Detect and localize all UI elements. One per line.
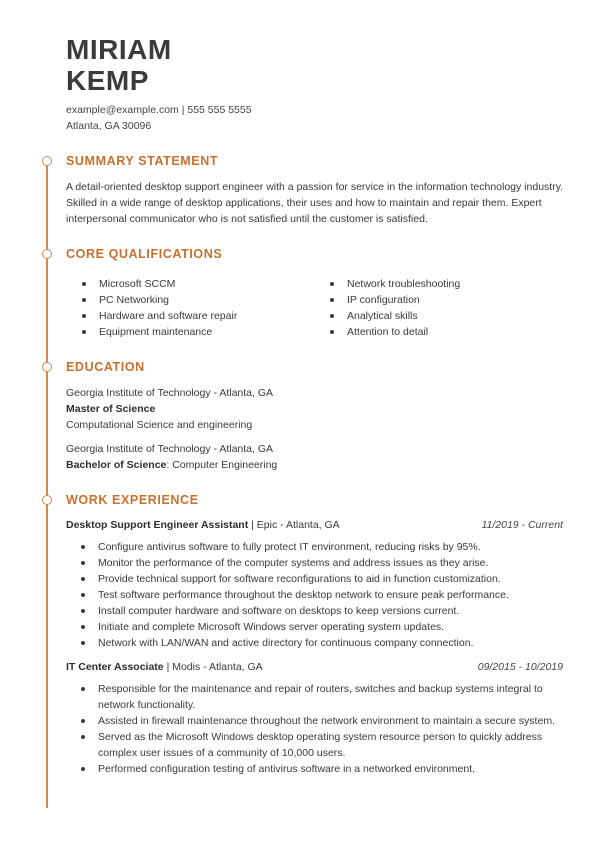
job-bullet: Configure antivirus software to fully protect IT environment, reducing risks by 95%. bbox=[66, 539, 563, 555]
school: Georgia Institute of Technology - Atlanta, GA bbox=[66, 387, 274, 399]
qualifications-left-list bbox=[80, 276, 310, 340]
contact-line: example@example.com | 555 555 5555 bbox=[66, 104, 252, 116]
summary-text: A detail-oriented desktop support engineer with a passion for service in the information technology industry. Skilled in a wide range of desktop applications, their uses and how to maintain and repair them. Expert interpersonal communicator who is not satisfied until the customer is satisfied. bbox=[66, 181, 564, 225]
job-bullet: Test software performance throughout the desktop network to ensure peak performance. bbox=[66, 587, 563, 603]
job-bullets bbox=[66, 539, 563, 651]
education-title: EDUCATION bbox=[66, 360, 145, 374]
job-header bbox=[66, 659, 563, 675]
summary-title: SUMMARY STATEMENT bbox=[66, 154, 219, 168]
degree: Master of Science bbox=[66, 403, 156, 415]
qualification-item: Hardware and software repair bbox=[80, 308, 310, 324]
job-company: | Epic - Atlanta, GA bbox=[248, 519, 340, 531]
job-header bbox=[66, 517, 563, 533]
job-bullet: Responsible for the maintenance and repair of routers, switches and backup systems integral to network functionality. bbox=[66, 681, 563, 713]
timeline-dot-qualifications bbox=[42, 249, 52, 259]
timeline-dot-experience bbox=[42, 495, 52, 505]
qualification-item: Microsoft SCCM bbox=[80, 276, 310, 292]
job-bullet: Provide technical support for software reconfigurations to aid in function customization. bbox=[66, 571, 563, 587]
timeline-dot-summary bbox=[42, 156, 52, 166]
degree: Bachelor of Science bbox=[66, 459, 167, 471]
job-bullet: Served as the Microsoft Windows desktop operating system resource person to quickly address complex user issues of a community of 10,000 users. bbox=[66, 729, 563, 761]
last-name: KEMP bbox=[66, 65, 149, 96]
job-bullet: Performed configuration testing of antivirus software in a networked environment. bbox=[66, 761, 563, 777]
school: Georgia Institute of Technology - Atlanta, GA bbox=[66, 443, 274, 455]
field: : Computer Engineering bbox=[166, 459, 278, 471]
qualifications-right-list bbox=[328, 276, 558, 340]
qualifications-title: CORE QUALIFICATIONS bbox=[66, 247, 223, 261]
qualification-item: PC Networking bbox=[80, 292, 310, 308]
qualification-item: Equipment maintenance bbox=[80, 324, 310, 340]
job-dates: 11/2019 - Current bbox=[481, 519, 563, 531]
job-bullet: Monitor the performance of the computer systems and address issues as they arise. bbox=[66, 555, 563, 571]
job-bullet: Assisted in firewall maintenance throughout the network environment to maintain a secure system. bbox=[66, 713, 563, 729]
job-company: | Modis - Atlanta, GA bbox=[163, 661, 263, 673]
qualification-item: Network troubleshooting bbox=[328, 276, 558, 292]
field: Computational Science and engineering bbox=[66, 419, 253, 431]
job-bullet: Install computer hardware and software on desktops to keep versions current. bbox=[66, 603, 563, 619]
qualification-item: Attention to detail bbox=[328, 324, 558, 340]
qualification-item: Analytical skills bbox=[328, 308, 558, 324]
address: Atlanta, GA 30096 bbox=[66, 120, 152, 132]
job-bullet: Network with LAN/WAN and active directory for continuous company connection. bbox=[66, 635, 563, 651]
job-dates: 09/2015 - 10/2019 bbox=[477, 661, 563, 673]
job-position: Desktop Support Engineer Assistant bbox=[66, 519, 249, 531]
education-entry bbox=[66, 441, 277, 473]
job-bullets bbox=[66, 681, 563, 777]
education-entry bbox=[66, 385, 273, 433]
job-bullet: Initiate and complete Microsoft Windows server operating system updates. bbox=[66, 619, 563, 635]
contact-block bbox=[66, 102, 252, 134]
candidate-name bbox=[66, 34, 172, 96]
qualification-item: IP configuration bbox=[328, 292, 558, 308]
job-position: IT Center Associate bbox=[66, 661, 164, 673]
timeline-dot-education bbox=[42, 362, 52, 372]
first-name: MIRIAM bbox=[66, 34, 172, 65]
experience-title: WORK EXPERIENCE bbox=[66, 493, 199, 507]
